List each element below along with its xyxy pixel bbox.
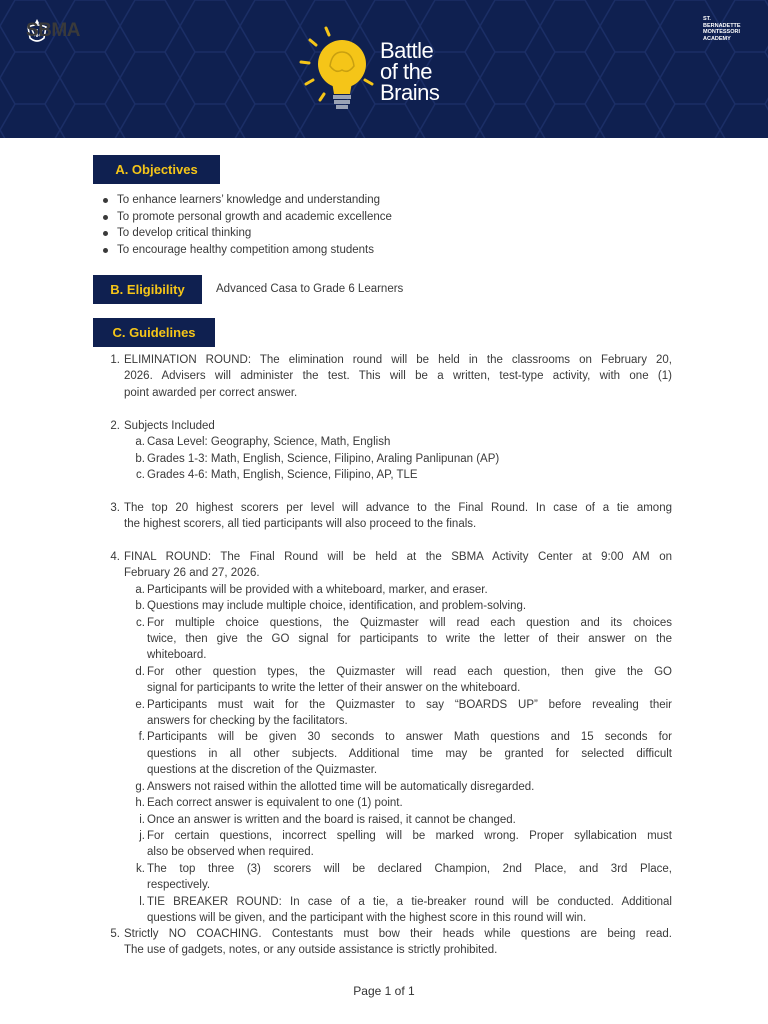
guideline-line: The top 20 highest scorers per level will advance to the Final Round. In case of a tie among — [124, 502, 672, 514]
guideline-subitem-line: questions at the discretion of the Quizmaster. — [147, 764, 378, 777]
title-line: of the — [380, 59, 433, 84]
list-letter: k. — [136, 862, 145, 875]
guideline-subitem — [124, 729, 672, 778]
guideline-subitem — [124, 828, 672, 861]
guideline-subitem — [124, 795, 672, 811]
list-letter: c. — [136, 616, 145, 629]
title-line: Battle — [380, 38, 434, 63]
academy-line: ACADEMY — [703, 35, 731, 42]
guideline-subitem-line: For certain questions, incorrect spelling will be marked wrong. Proper syllabication must — [147, 829, 672, 842]
list-letter: j. — [139, 829, 145, 842]
list-letter: g. — [135, 780, 145, 793]
guideline-subitem-line: questions in all other subjects. Additional time may be granted for selected difficult — [147, 747, 672, 760]
academy-line: BERNADETTE — [703, 22, 741, 29]
guideline-line: point awarded per correct answer. — [124, 386, 298, 399]
guideline-subitem-line: twice, then give the GO signal for participants to write the letter of their answer on the — [147, 633, 672, 646]
objectives-list — [100, 192, 392, 258]
list-letter: a. — [135, 583, 145, 596]
guideline-line: February 26 and 27, 2026. — [124, 567, 260, 580]
guideline-subitem-line: Participants must wait for the Quizmaster to say “BOARDS UP” before revealing their — [147, 698, 672, 711]
list-letter: f. — [138, 731, 145, 744]
list-letter: b. — [135, 600, 145, 613]
guideline-subitem — [124, 598, 672, 614]
academy-line: ST. — [703, 16, 711, 22]
objectives-heading: A. Objectives — [93, 155, 220, 184]
guideline-subitem-line: Participants will be provided with a whiteboard, marker, and eraser. — [147, 583, 488, 596]
guideline-subitem — [124, 894, 672, 927]
guideline-subitem: Casa Level: Geography, Science, Math, English — [147, 436, 391, 449]
guideline-subitem — [124, 779, 672, 795]
list-letter: i. — [139, 813, 145, 826]
page-number: Page 1 of 1 — [353, 984, 415, 998]
list-item: To encourage healthy competition among students — [100, 242, 392, 259]
guideline-subitem-line: answers for checking by the facilitators. — [147, 715, 348, 728]
guideline-subitem-line: Each correct answer is equivalent to one (1) point. — [147, 797, 403, 810]
guideline-subitem: Grades 4-6: Math, English, Science, Filipino, AP, TLE — [147, 469, 418, 482]
list-letter: a. — [135, 436, 145, 449]
list-item: To promote personal growth and academic excellence — [100, 209, 392, 226]
list-letter: e. — [135, 698, 145, 711]
guideline-subitem — [124, 615, 672, 664]
guideline-1 — [110, 352, 672, 401]
guideline-5 — [110, 926, 672, 959]
guideline-subitem — [124, 664, 672, 697]
guidelines-heading: C. Guidelines — [93, 318, 215, 347]
guideline-subitem-line: TIE BREAKER ROUND: In case of a tie, a tie-breaker round will be conducted. Additional — [147, 895, 672, 908]
guideline-line: Subjects Included — [124, 420, 215, 432]
guideline-2 — [110, 418, 672, 484]
guideline-subitem-line: whiteboard. — [147, 649, 207, 662]
list-letter: h. — [135, 797, 145, 810]
guideline-subitem-line: questions will be given, and the participant with the highest score in this round will win. — [147, 911, 587, 924]
guideline-subitem-line: also be observed when required. — [147, 846, 314, 859]
academy-logo — [703, 16, 741, 42]
title-line: Brains — [380, 80, 440, 105]
lightbulb-icon — [296, 22, 386, 122]
guideline-subitem-line: Once an answer is written and the board is raised, it cannot be changed. — [147, 813, 516, 826]
header-banner — [0, 0, 768, 138]
list-number: 3. — [110, 502, 120, 514]
final-round-rules — [124, 582, 672, 927]
list-number: 5. — [110, 928, 120, 940]
guideline-subitem: Grades 1-3: Math, English, Science, Filipino, Araling Panlipunan (AP) — [147, 452, 500, 465]
list-item: To develop critical thinking — [100, 225, 392, 242]
sbma-logo — [26, 18, 80, 44]
list-item: To enhance learners’ knowledge and understanding — [100, 192, 392, 209]
event-title — [380, 40, 439, 103]
guideline-subitem-line: signal for participants to write the letter of their answer on the whiteboard. — [147, 682, 521, 695]
eligibility-text: Advanced Casa to Grade 6 Learners — [216, 283, 404, 295]
guideline-line: FINAL ROUND: The Final Round will be held at the SBMA Activity Center at 9:00 AM on — [124, 551, 672, 563]
guideline-subitem-line: Answers not raised within the allotted time will be automatically disregarded. — [147, 780, 535, 793]
logo-text: SBMA — [26, 20, 80, 41]
list-letter: l. — [139, 895, 145, 908]
guideline-line: The use of gadgets, notes, or any outside assistance is strictly prohibited. — [124, 944, 498, 957]
guideline-line: ELIMINATION ROUND: The elimination round will be held in the classrooms on February 20, — [124, 354, 672, 366]
guideline-3 — [110, 500, 672, 533]
guideline-subitem-line: respectively. — [147, 879, 211, 892]
eligibility-heading: B. Eligibility — [93, 275, 202, 304]
list-letter: d. — [135, 665, 145, 678]
list-number: 1. — [110, 354, 120, 366]
list-number: 4. — [110, 551, 120, 563]
list-letter: c. — [136, 469, 145, 482]
guideline-subitem — [124, 697, 672, 730]
list-number: 2. — [110, 420, 120, 432]
list-letter: b. — [135, 452, 145, 465]
guideline-4 — [110, 549, 672, 926]
guideline-subitem-line: Questions may include multiple choice, identification, and problem-solving. — [147, 600, 527, 613]
guideline-subitem — [124, 812, 672, 828]
guideline-subitem-line: Participants will be given 30 seconds to answer Math questions and 15 seconds for — [147, 731, 672, 744]
guideline-line: 2026. Advisers will administer the test. This will be a written, test-type activity, with one (1) — [124, 370, 672, 383]
guideline-line: Strictly NO COACHING. Contestants must bow their heads while questions are being read. — [124, 928, 672, 940]
guideline-subitem-line: For multiple choice questions, the Quizmaster will read each question and its choices — [147, 616, 672, 629]
guideline-subitem-line: For other question types, the Quizmaster will read each question, then give the GO — [147, 665, 672, 678]
guideline-subitem — [124, 582, 672, 598]
guideline-subitem — [124, 861, 672, 894]
academy-line: MONTESSORI — [703, 29, 740, 35]
guideline-line: the highest scorers, all tied participants will also proceed to the finals. — [124, 518, 477, 531]
guideline-subitem-line: The top three (3) scorers will be declared Champion, 2nd Place, and 3rd Place, — [147, 862, 672, 875]
